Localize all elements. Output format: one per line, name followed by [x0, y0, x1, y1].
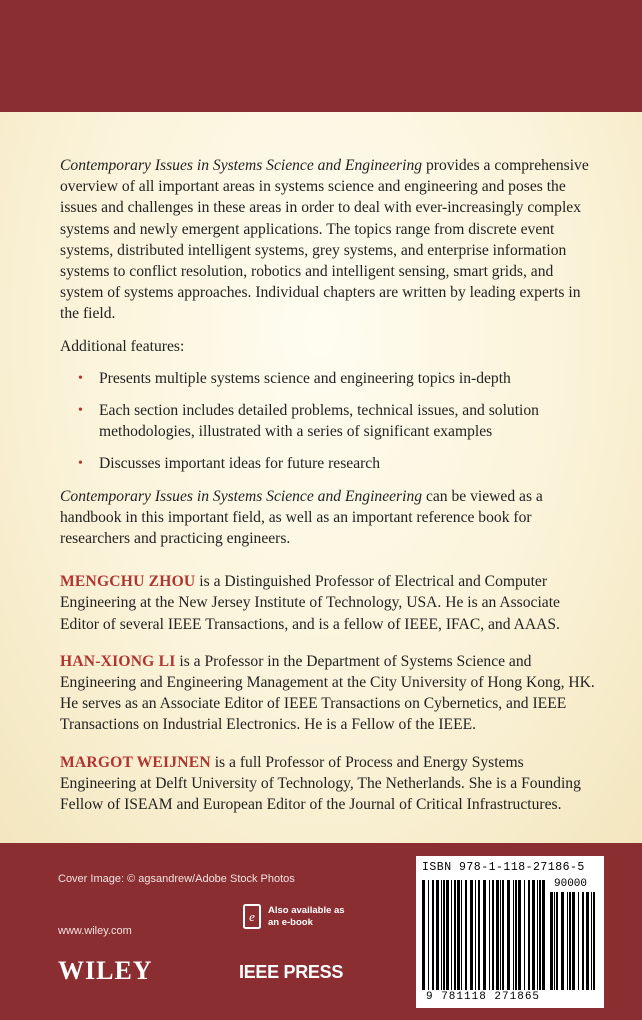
barcode-bar: [513, 880, 514, 990]
svg-text:e: e: [249, 909, 255, 924]
barcode-addon-icon: [550, 892, 598, 990]
top-color-band: [0, 0, 642, 112]
ebook-icon: [243, 904, 261, 929]
barcode-bar: [422, 880, 425, 990]
author-bio-text: is a Professor in the Department of Systems Science and Engineering and Engineering Management at the City University of Hong Kong, HK. He serves as an Associate Editor of IEEE Transactions on Cybernetics, and IEEE Transactions on Industrial Electronics. He is a Fellow of the IEEE.: [60, 652, 595, 734]
closing-paragraph: [60, 486, 600, 550]
barcode-bar: [567, 892, 568, 990]
isbn-barcode: [416, 856, 604, 1008]
barcode-bar: [556, 892, 558, 990]
closing-text: can be viewed as a handbook in this important field, as well as an important reference book for researchers and practicing engineers.: [60, 487, 543, 548]
barcode-bar: [561, 892, 564, 990]
intro-paragraph: [60, 155, 600, 325]
barcode-bar: [550, 892, 553, 990]
bullet-icon: •: [78, 403, 83, 419]
author-bio-li: [60, 651, 600, 736]
ebook-text: Also available as an e-book: [268, 904, 345, 928]
barcode-bar: [465, 880, 467, 990]
ieee-press-logo: IEEE PRESS: [239, 962, 344, 982]
barcode-bar: [591, 892, 592, 990]
barcode-bar: [451, 880, 452, 990]
bullet-icon: •: [78, 456, 83, 472]
cover-credit: Cover Image: © agsandrew/Adobe Stock Photos: [58, 873, 295, 885]
barcode-bar: [537, 880, 538, 990]
barcode-bar: [428, 880, 429, 990]
barcode-bar: [441, 880, 442, 990]
barcode-bar: [478, 880, 480, 990]
features-heading: Additional features:: [60, 337, 185, 355]
ebook-notice: [243, 904, 348, 929]
barcode-bar: [446, 880, 449, 990]
barcode-bar: [500, 880, 501, 990]
author-bio-text: is a full Professor of Process and Energy Systems Engineering at Delft University of Technology, The Netherlands. She is a Founding Fellow of ISEAM and European Editor of the Journal of Critical Infrastructures.: [60, 753, 581, 814]
intro-text: provides a comprehensive overview of all important areas in systems science and engineering and poses the issues and challenges in these areas in order to deal with ever-increasingly complex systems and newly emergent applications. The topics range from discrete event systems, distributed intelligent systems, grey systems, and enterprise information systems to conflict resolution, robotics and intelligent sensing, smart grids, and system of systems approaches. Individual chapters are written by leading experts in the field.: [60, 157, 589, 323]
barcode-bar: [457, 880, 460, 990]
isbn-text: ISBN 978-1-118-27186-5: [422, 861, 585, 874]
wiley-logo: WILEY: [58, 956, 153, 985]
barcode-bar: [518, 880, 521, 990]
author-bio-text: is a Distinguished Professor of Electrical and Computer Engineering at the New Jersey Institute of Technology, USA. He is an Associate Editor of several IEEE Transactions, and is a fellow of IEEE, IFAC, and AAAS.: [60, 573, 560, 633]
author-name: HAN-XIONG LI: [60, 652, 176, 670]
barcode-bar: [532, 880, 535, 990]
barcode-bar: [454, 880, 456, 990]
barcode-bar: [582, 892, 584, 990]
barcode-bar: [436, 880, 439, 990]
features-list: [60, 368, 600, 475]
barcode-bar: [496, 880, 499, 990]
feature-item: [60, 368, 600, 389]
author-bio-zhou: [60, 571, 600, 635]
barcode-bar: [542, 880, 545, 990]
barcode-bar: [528, 880, 530, 990]
barcode-bar: [539, 880, 541, 990]
feature-item: [60, 453, 600, 474]
barcode-addon-text: 90000: [554, 878, 588, 890]
closing-title: Contemporary Issues in Systems Science and Engineering: [60, 487, 423, 505]
feature-text: Each section includes detailed problems, technical issues, and solution methodologies, illustrated with a series of significant examples: [99, 402, 539, 441]
feature-text: Discusses important ideas for future research: [99, 455, 381, 473]
author-name: MENGCHU ZHOU: [60, 573, 196, 591]
website-link[interactable]: www.wiley.com: [58, 925, 132, 937]
barcode-bar: [593, 892, 595, 990]
back-cover-text: [60, 155, 600, 815]
barcode-bar: [507, 880, 510, 990]
bottom-color-band: [0, 843, 642, 1020]
intro-title: Contemporary Issues in Systems Science and Engineering: [60, 157, 423, 174]
barcode-bar: [554, 892, 555, 990]
barcode-bar: [502, 880, 504, 990]
barcode-bar: [489, 880, 490, 990]
barcode-digits: 9 781118 271865: [426, 991, 541, 1003]
barcode-bar: [492, 880, 494, 990]
barcode-bar: [443, 880, 445, 990]
barcode-bar: [524, 880, 525, 990]
barcode-bar: [461, 880, 462, 990]
barcode-bar: [475, 880, 476, 990]
author-name: MARGOT WEIJNEN: [60, 753, 211, 771]
barcode-bar: [483, 880, 486, 990]
barcode-bar: [586, 892, 589, 990]
barcode-bar: [470, 880, 473, 990]
barcode-bar: [569, 892, 571, 990]
feature-item: [60, 400, 600, 442]
barcode-bar: [515, 880, 517, 990]
barcode-bar: [432, 880, 434, 990]
barcode-bar: [578, 892, 579, 990]
author-bio-weijnen: [60, 752, 600, 816]
bullet-icon: •: [78, 370, 83, 386]
feature-text: Presents multiple systems science and engineering topics in-depth: [99, 369, 511, 387]
barcode-bar: [572, 892, 575, 990]
barcode-main-icon: [422, 880, 546, 990]
